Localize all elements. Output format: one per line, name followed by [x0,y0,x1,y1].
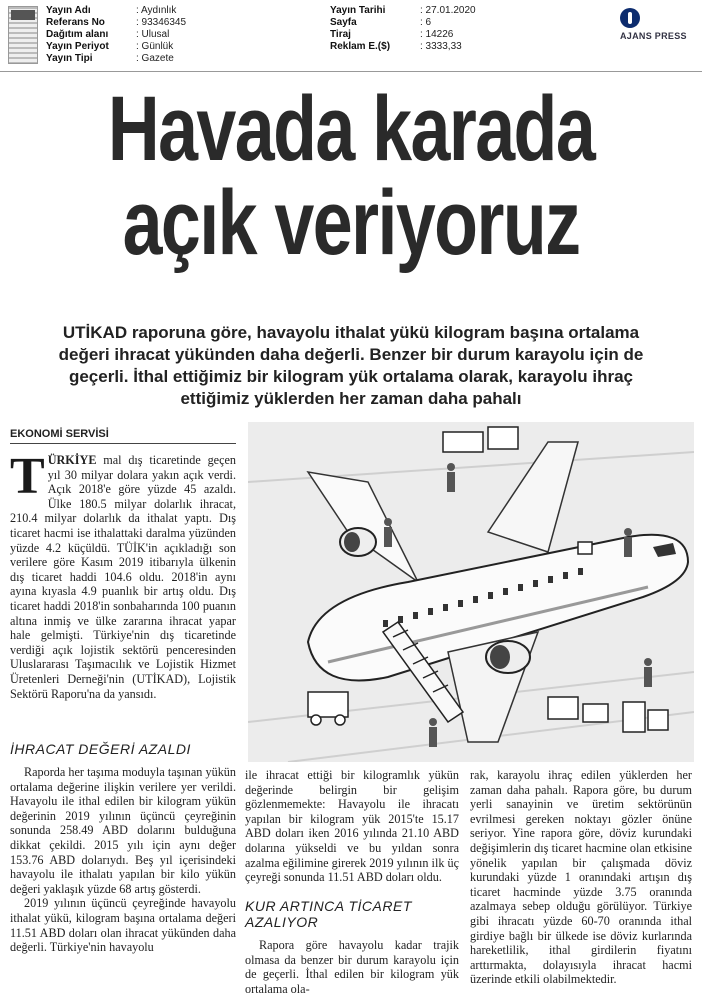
article-column-left-lower [10,765,236,955]
page-thumbnail [8,6,38,64]
meta-row [46,53,186,65]
paragraph: 2019 yılının üçüncü çeyreğinde havayolu ithalat yükü, kilogram başına ortalama değeri 11.51 ABD doları olan ihracat yükünden daha değerli. Türkiye'nin havayolu [10,896,236,955]
meta-row [46,41,186,53]
meta-value: : 3333,33 [420,41,462,52]
section-divider [10,443,236,444]
ajans-press-logo [620,8,696,48]
meta-label: Referans No [46,17,105,28]
intro-text: mal dış ticaretinde geçen yıl 30 milyar dolara yakın açık verdi. Açık 2018'e göre yüzde 45 azaldı. Ülke 180.5 milyar dolarlık ihracat, 210.4 milyar dolarlık da ithalat yaptı. Dış ticaret hacmi ise ithalattaki daralma yüzünden yüzde 4.2 küçüldü. TÜİK'in açıkladığı son verilere göre Kasım 2019 itibarıyla ülkenin dış ticaret haddi 104.6 oldu. 2018'in aynı ayına kıyasla 4.9 puanlık bir artış oldu. Dış ticaret haddi 2018'in sonbaharında 100 puanın altına inmiş ve ülke zararına ihracat yapar hale gelmişti. Türkiye'nin dış ticaretinde verdiği açık lojistik sektörü penceresinden Uluslararası Taşımacılık ve Lojistik Hizmet Üretenleri Derneği'nin (UTİKAD), Lojistik Sektörü Raporu'na da yansıdı. [10,453,236,701]
paragraph: rak, karayolu ihraç edilen yüklerden her zaman daha pahalı. Rapora göre, bu durum yerli sanayinin ve üretim sektörünün evrilmesi gereken noktayı gözler önüne seriyor. Yine rapora göre, döviz kurundaki değişimlerin dış ticaret hacmine olan etkisine yönelik yapılan bir çalışmada döviz kurundaki yüzde 1 oranındaki artışın dış ticaret hacminde yüzde 3.75 oranında azalmaya sebep olduğu görülüyor. Türkiye gibi ihracatı yüzde 60-70 oranında ithal girdiye bağlı bir ülkede ise döviz kurlarında hareketlilik, ithal girdilerin fiyatını arttırmakta, dolayısıyla ihracat hacmi üzerinde etkili olabilmektedir. [470,768,692,987]
headline-line-1: Havada karada [107,78,595,180]
meta-row [46,29,186,41]
meta-row [330,17,476,29]
clipping-header [0,0,702,72]
meta-label: Yayın Tarihi [330,5,386,16]
meta-row [330,29,476,41]
meta-row [46,5,186,17]
drop-cap: T [10,448,45,505]
section-label: EKONOMİ SERVİSİ [10,428,109,440]
publication-meta-left [46,5,186,65]
meta-label: Yayın Tipi [46,53,93,64]
paragraph: ile ihracat ettiği bir kilogramlık yükün değerinde belirgin bir gelişim gözlenmemekte: Havayolu ile ihracatı yapılan bir kilogram yük 2015'te 15.17 ABD doları iken 2016 yılında 21.10 ABD dolarına yükseldi ve bu yıldan sonra azalma eğilimine girerek 2019 yılının ilk üç çeyreği sonunda 11.51 ABD doları oldu. [245,768,459,885]
meta-value: : Ulusal [136,29,170,40]
meta-value: : Aydınlık [136,5,177,16]
article-column-right [470,768,692,987]
article-column-middle-lower [245,938,459,996]
logo-mark-icon [620,8,640,28]
article-headline [77,78,625,274]
meta-row [46,17,186,29]
article-column-middle [245,768,459,885]
subtitle-export-value: İHRACAT DEĞERİ AZALDI [10,741,191,757]
meta-value: : 14226 [420,29,454,40]
paragraph: Raporda her taşıma moduyla taşınan yükün ortalama değerine ilişkin verilere yer verildi. Havayolu ile ithal edilen bir kilogram yükün değerinin 2019 yılının üçüncü çeyreğinin sonunda 258.49 ABD dolarını bulduğuna dikkat çekildi. 2015 yılı için aynı değer 153.76 ABD dolarıydı. Beş yıl içerisindeki havayolu ile ithalatı yapılan bir kilo yükün değeri yaklaşık yüzde 68 artış gösterdi. [10,765,236,896]
article-intro [10,448,236,701]
meta-value: : Gazete [136,53,174,64]
paragraph: Rapora göre havayolu kadar trajik olmasa da benzer bir durum karayolu için de geçerli. İthal edilen bir kilogram yük ortalama ola- [245,938,459,996]
meta-label: Yayın Periyot [46,41,109,52]
headline-line-2: açık veriyoruz [122,172,580,274]
meta-value: : 6 [420,17,432,28]
meta-value: : 93346345 [136,17,187,28]
meta-label: Tiraj [330,29,351,40]
header-divider [0,71,702,72]
meta-value: : 27.01.2020 [420,5,476,16]
meta-label: Yayın Adı [46,5,91,16]
airplane-illustration [248,422,694,762]
article-subheadline: UTİKAD raporuna göre, havayolu ithalat yükü kilogram başına ortalama değeri ihracat yükünden daha değerli. Benzer bir durum karayolu için de geçerli. İthal ettiğimiz bir kilogram yük ortalama olarak, karayolu ihraç ettiğimiz yüklerden her zaman daha pahalı [58,323,644,408]
intro-paragraph [10,448,236,701]
meta-row [330,5,476,17]
meta-label: Sayfa [330,17,357,28]
meta-label: Dağıtım alanı [46,29,109,40]
airplane-illustration-svg [248,422,694,762]
logo-text: AJANS PRESS [620,31,687,41]
publication-meta-right [330,5,476,53]
subtitle-exchange-rate: KUR ARTINCA TİCARET AZALIYOR [245,898,412,930]
meta-row [330,41,476,53]
lead-word: ÜRKİYE [47,453,97,467]
meta-label: Reklam E.($) [330,41,391,52]
meta-value: : Günlük [136,41,174,52]
